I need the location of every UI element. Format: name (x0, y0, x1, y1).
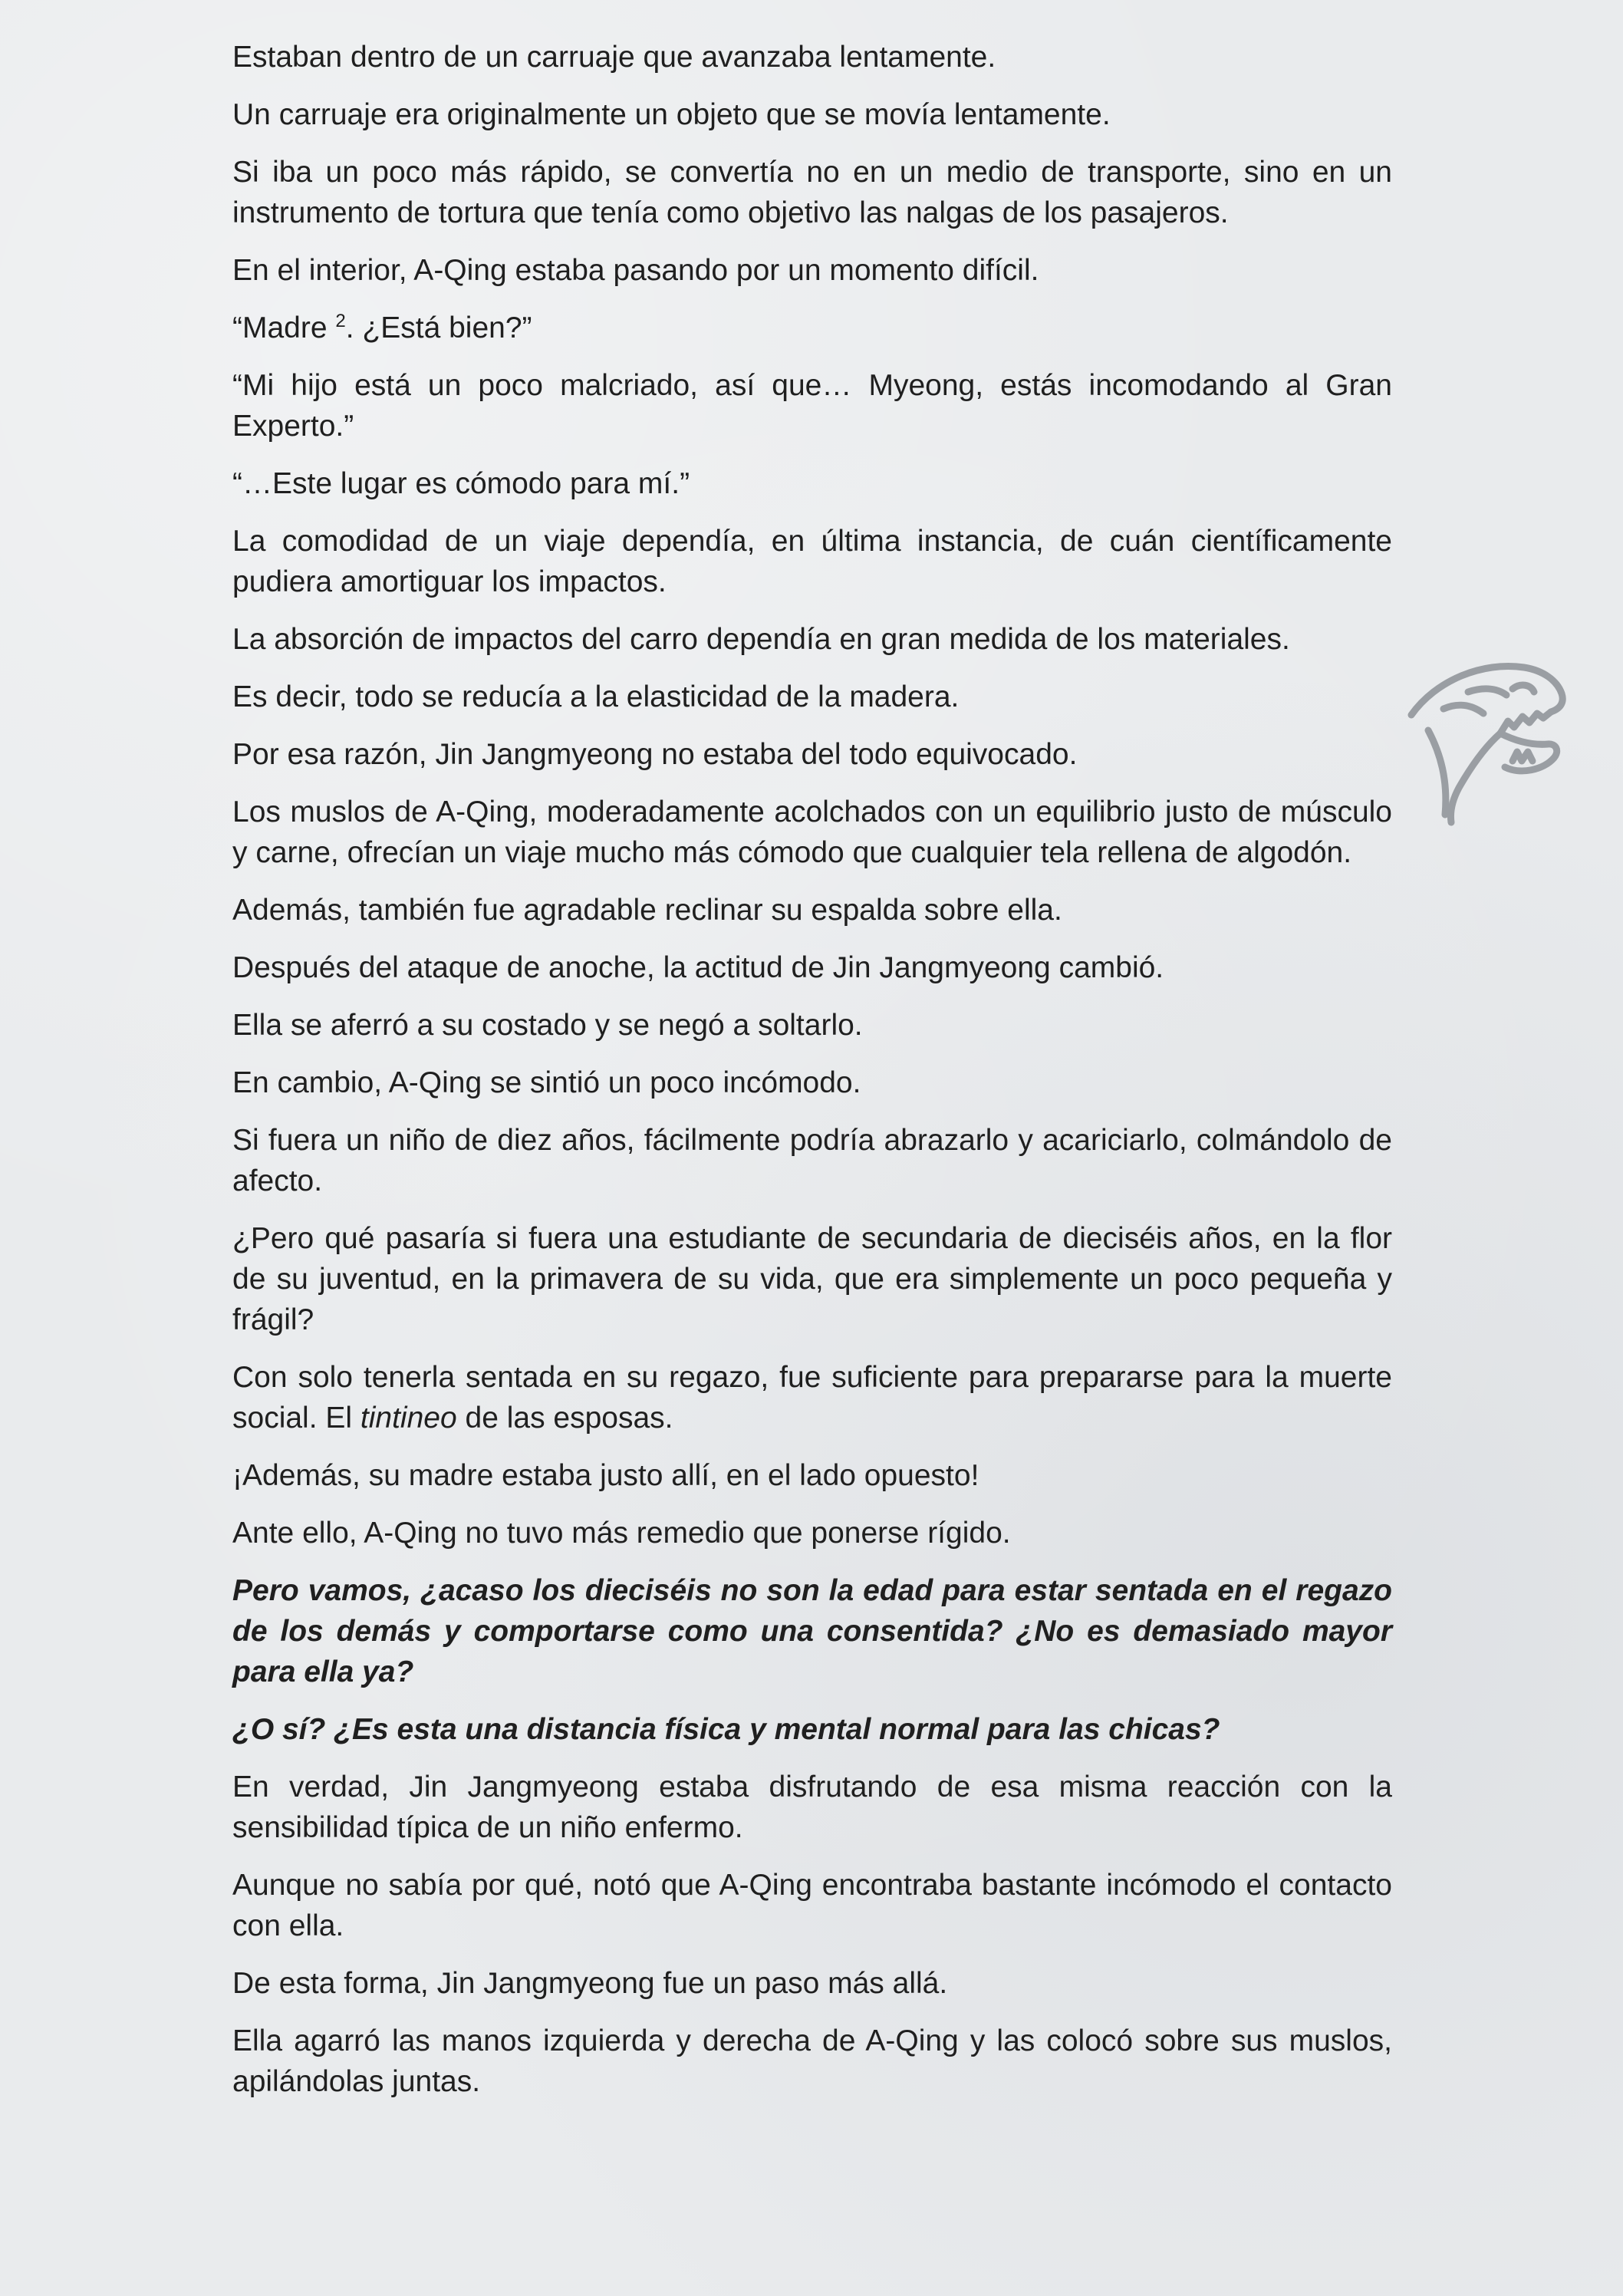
paragraph: La comodidad de un viaje dependía, en última instancia, de cuán científicamente pudiera amortiguar los impactos. (232, 525, 1392, 598)
paragraph: Estaban dentro de un carruaje que avanzaba lentamente. (232, 41, 996, 74)
paragraph: Ante ello, A-Qing no tuvo más remedio que ponerse rígido. (232, 1517, 1011, 1550)
paragraph: Además, también fue agradable reclinar su espalda sobre ella. (232, 894, 1062, 927)
footnote-ref[interactable]: 2 (335, 311, 346, 331)
paragraph: Si iba un poco más rápido, se convertía no en un medio de transporte, sino en un instrumento de tortura que tenía como objetivo las nalgas de los pasajeros. (232, 156, 1392, 229)
paragraph: Los muslos de A-Qing, moderadamente acolchados con un equilibrio justo de músculo y carne, ofrecían un viaje mucho más cómodo que cualquier tela rellena de algodón. (232, 796, 1392, 869)
paragraph: La absorción de impactos del carro dependía en gran medida de los materiales. (232, 623, 1290, 656)
paragraph: Por esa razón, Jin Jangmyeong no estaba del todo equivocado. (232, 738, 1078, 771)
paragraph: Un carruaje era originalmente un objeto que se movía lentamente. (232, 98, 1111, 131)
dinosaur-head-icon (1397, 638, 1582, 830)
dialogue-paragraph: “…Este lugar es cómodo para mí.” (232, 467, 690, 500)
paragraph: En cambio, A-Qing se sintió un poco incómodo. (232, 1066, 861, 1099)
emphasis-paragraph: Pero vamos, ¿acaso los dieciséis no son la edad para estar sentada en el regazo de los demás y comportarse como una consentida? ¿No es demasiado mayor para ella ya? (232, 1574, 1392, 1688)
paragraph: Después del ataque de anoche, la actitud de Jin Jangmyeong cambió. (232, 951, 1164, 984)
paragraph: ¿Pero qué pasaría si fuera una estudiante de secundaria de dieciséis años, en la flor de su juventud, en la primavera de su vida, que era simplemente un poco pequeña y frágil? (232, 1222, 1392, 1336)
paragraph: Ella agarró las manos izquierda y derecha de A-Qing y las colocó sobre sus muslos, apilándolas juntas. (232, 2024, 1392, 2098)
dialogue-paragraph: “Madre $^2$. ¿Está bien?” (232, 311, 532, 344)
paragraph: En verdad, Jin Jangmyeong estaba disfrutando de esa misma reacción con la sensibilidad típica de un niño enfermo. (232, 1771, 1392, 1844)
paragraph: Ella se aferró a su costado y se negó a soltarlo. (232, 1009, 863, 1042)
emphasis-paragraph: ¿O sí? ¿Es esta una distancia física y mental normal para las chicas? (232, 1713, 1220, 1746)
paragraph: En el interior, A-Qing estaba pasando por un momento difícil. (232, 254, 1039, 287)
italic-word: tintineo (360, 1402, 457, 1435)
paragraph: Aunque no sabía por qué, notó que A-Qing encontraba bastante incómodo el contacto con ella. (232, 1869, 1392, 1942)
dialogue-paragraph: “Mi hijo está un poco malcriado, así que… Myeong, estás incomodando al Gran Experto.” (232, 369, 1392, 443)
paragraph: ¡Además, su madre estaba justo allí, en el lado opuesto! (232, 1459, 979, 1492)
paragraph: Con solo tenerla sentada en su regazo, fue suficiente para prepararse para la muerte social. El tintineo de las esposas. (232, 1361, 1392, 1435)
paragraph: Es decir, todo se reducía a la elasticidad de la madera. (232, 680, 960, 713)
paragraph: De esta forma, Jin Jangmyeong fue un paso más allá. (232, 1967, 948, 2000)
text-column (232, 37, 1392, 2119)
paragraph: Si fuera un niño de diez años, fácilmente podría abrazarlo y acariciarlo, colmándolo de afecto. (232, 1124, 1392, 1197)
